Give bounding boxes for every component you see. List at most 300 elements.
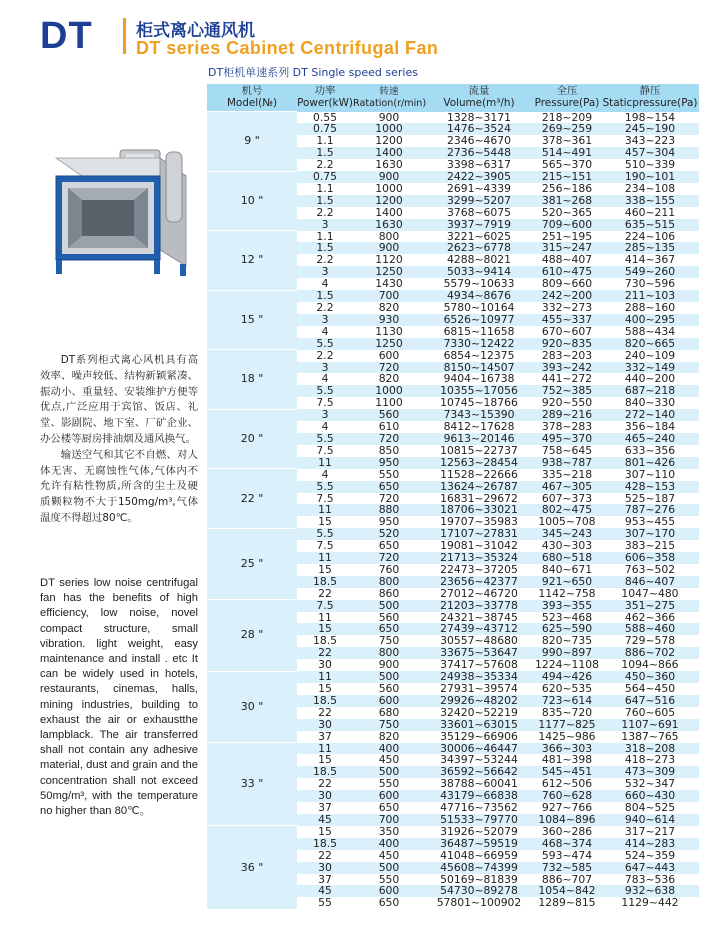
- rotation-cell: 650: [353, 623, 425, 635]
- pressure-cell: 520~365: [533, 207, 601, 219]
- pressure-cell: 381~268: [533, 195, 601, 207]
- volume-cell: 32420~52219: [425, 707, 533, 719]
- pressure-cell: 1005~708: [533, 516, 601, 528]
- rotation-cell: 500: [353, 600, 425, 612]
- power-cell: 18.5: [297, 635, 353, 647]
- static-pressure-cell: 886~702: [601, 647, 699, 659]
- pressure-cell: 709~600: [533, 219, 601, 231]
- power-cell: 18.5: [297, 766, 353, 778]
- rotation-cell: 520: [353, 528, 425, 540]
- rotation-cell: 550: [353, 778, 425, 790]
- rotation-cell: 1400: [353, 147, 425, 159]
- pressure-cell: 938~787: [533, 457, 601, 469]
- rotation-cell: 600: [353, 885, 425, 897]
- volume-cell: 5033~9414: [425, 266, 533, 278]
- volume-cell: 30006~46447: [425, 743, 533, 755]
- rotation-cell: 600: [353, 695, 425, 707]
- volume-cell: 45608~74399: [425, 862, 533, 874]
- power-cell: 37: [297, 802, 353, 814]
- rotation-cell: 1200: [353, 135, 425, 147]
- volume-cell: 1476~3524: [425, 123, 533, 135]
- power-cell: 4: [297, 373, 353, 385]
- volume-cell: 16831~29672: [425, 493, 533, 505]
- pressure-cell: 366~303: [533, 743, 601, 755]
- power-cell: 22: [297, 707, 353, 719]
- pressure-cell: 545~451: [533, 766, 601, 778]
- static-pressure-cell: 783~536: [601, 874, 699, 886]
- pressure-cell: 393~242: [533, 362, 601, 374]
- volume-cell: 3937~7919: [425, 219, 533, 231]
- power-cell: 18.5: [297, 695, 353, 707]
- static-pressure-cell: 224~106: [601, 231, 699, 243]
- rotation-cell: 750: [353, 719, 425, 731]
- volume-cell: 37417~57608: [425, 659, 533, 671]
- static-pressure-cell: 532~347: [601, 778, 699, 790]
- rotation-cell: 650: [353, 897, 425, 909]
- model-cell: 36 ": [207, 826, 297, 909]
- pressure-cell: 565~370: [533, 159, 601, 171]
- static-pressure-cell: 635~515: [601, 219, 699, 231]
- rotation-cell: 450: [353, 754, 425, 766]
- power-cell: 30: [297, 659, 353, 671]
- static-pressure-cell: 763~502: [601, 564, 699, 576]
- model-cell: 15 ": [207, 290, 297, 350]
- rotation-cell: 400: [353, 743, 425, 755]
- static-pressure-cell: 564~450: [601, 683, 699, 695]
- rotation-cell: 720: [353, 552, 425, 564]
- pressure-cell: 242~200: [533, 290, 601, 302]
- model-cell: 22 ": [207, 469, 297, 529]
- model-cell: 12 ": [207, 231, 297, 291]
- rotation-cell: 850: [353, 445, 425, 457]
- rotation-cell: 650: [353, 481, 425, 493]
- power-cell: 11: [297, 457, 353, 469]
- static-pressure-cell: 549~260: [601, 266, 699, 278]
- power-cell: 37: [297, 731, 353, 743]
- rotation-cell: 900: [353, 171, 425, 183]
- rotation-cell: 550: [353, 874, 425, 886]
- static-pressure-cell: 1129~442: [601, 897, 699, 909]
- rotation-cell: 820: [353, 731, 425, 743]
- rotation-cell: 1000: [353, 385, 425, 397]
- volume-cell: 23656~42377: [425, 576, 533, 588]
- rotation-cell: 1100: [353, 397, 425, 409]
- rotation-cell: 900: [353, 659, 425, 671]
- volume-cell: 3221~6025: [425, 231, 533, 243]
- rotation-cell: 1200: [353, 195, 425, 207]
- rotation-cell: 750: [353, 635, 425, 647]
- static-pressure-cell: 1047~480: [601, 588, 699, 600]
- pressure-cell: 289~216: [533, 409, 601, 421]
- power-cell: 5.5: [297, 528, 353, 540]
- power-cell: 22: [297, 778, 353, 790]
- static-pressure-cell: 211~103: [601, 290, 699, 302]
- pressure-cell: 251~195: [533, 231, 601, 243]
- volume-cell: 4934~8676: [425, 290, 533, 302]
- power-cell: 30: [297, 719, 353, 731]
- volume-cell: 36487~59519: [425, 838, 533, 850]
- table-row: [207, 600, 699, 612]
- volume-cell: 50169~81839: [425, 874, 533, 886]
- power-cell: 45: [297, 814, 353, 826]
- volume-cell: 2346~4670: [425, 135, 533, 147]
- static-pressure-cell: 525~187: [601, 493, 699, 505]
- pressure-cell: 620~535: [533, 683, 601, 695]
- spec-table: [207, 84, 699, 909]
- static-pressure-cell: 473~309: [601, 766, 699, 778]
- static-pressure-cell: 633~356: [601, 445, 699, 457]
- volume-cell: 2736~5448: [425, 147, 533, 159]
- rotation-cell: 900: [353, 242, 425, 254]
- rotation-cell: 1000: [353, 183, 425, 195]
- static-pressure-cell: 953~455: [601, 516, 699, 528]
- pressure-cell: 607~373: [533, 493, 601, 505]
- power-cell: 7.5: [297, 600, 353, 612]
- pressure-cell: 927~766: [533, 802, 601, 814]
- volume-cell: 12563~28454: [425, 457, 533, 469]
- pressure-cell: 760~628: [533, 790, 601, 802]
- static-pressure-cell: 332~149: [601, 362, 699, 374]
- power-cell: 2.2: [297, 159, 353, 171]
- power-cell: 0.55: [297, 112, 353, 124]
- volume-cell: 19707~35983: [425, 516, 533, 528]
- pressure-cell: 840~671: [533, 564, 601, 576]
- rotation-cell: 560: [353, 683, 425, 695]
- power-cell: 11: [297, 671, 353, 683]
- pressure-cell: 441~272: [533, 373, 601, 385]
- power-cell: 37: [297, 874, 353, 886]
- pressure-cell: 809~660: [533, 278, 601, 290]
- pressure-cell: 835~720: [533, 707, 601, 719]
- power-cell: 7.5: [297, 397, 353, 409]
- pressure-cell: 393~355: [533, 600, 601, 612]
- rotation-cell: 610: [353, 421, 425, 433]
- static-pressure-cell: 660~430: [601, 790, 699, 802]
- static-pressure-cell: 356~184: [601, 421, 699, 433]
- static-pressure-cell: 351~275: [601, 600, 699, 612]
- volume-cell: 2691~4339: [425, 183, 533, 195]
- rotation-cell: 800: [353, 647, 425, 659]
- pressure-cell: 723~614: [533, 695, 601, 707]
- power-cell: 7.5: [297, 540, 353, 552]
- volume-cell: 51533~79770: [425, 814, 533, 826]
- static-pressure-cell: 820~665: [601, 338, 699, 350]
- pressure-cell: 886~707: [533, 874, 601, 886]
- pressure-cell: 514~491: [533, 147, 601, 159]
- static-pressure-cell: 760~605: [601, 707, 699, 719]
- rotation-cell: 1000: [353, 123, 425, 135]
- volume-cell: 2422~3905: [425, 171, 533, 183]
- pressure-cell: 1425~986: [533, 731, 601, 743]
- rotation-cell: 700: [353, 814, 425, 826]
- power-cell: 4: [297, 278, 353, 290]
- static-pressure-cell: 288~160: [601, 302, 699, 314]
- volume-cell: 7343~15390: [425, 409, 533, 421]
- pressure-cell: 921~650: [533, 576, 601, 588]
- volume-cell: 21203~33778: [425, 600, 533, 612]
- power-cell: 1.1: [297, 183, 353, 195]
- static-pressure-cell: 730~596: [601, 278, 699, 290]
- volume-cell: 7330~12422: [425, 338, 533, 350]
- volume-cell: 21713~35324: [425, 552, 533, 564]
- pressure-cell: 680~518: [533, 552, 601, 564]
- pressure-cell: 488~407: [533, 254, 601, 266]
- rotation-cell: 400: [353, 838, 425, 850]
- power-cell: 5.5: [297, 338, 353, 350]
- static-pressure-cell: 190~101: [601, 171, 699, 183]
- power-cell: 22: [297, 588, 353, 600]
- model-cell: 18 ": [207, 350, 297, 410]
- volume-cell: 3768~6075: [425, 207, 533, 219]
- volume-cell: 4288~8021: [425, 254, 533, 266]
- static-pressure-cell: 400~295: [601, 314, 699, 326]
- volume-cell: 33675~53647: [425, 647, 533, 659]
- power-cell: 11: [297, 504, 353, 516]
- pressure-cell: 1177~825: [533, 719, 601, 731]
- power-cell: 2.2: [297, 207, 353, 219]
- volume-cell: 5780~10164: [425, 302, 533, 314]
- static-pressure-cell: 245~190: [601, 123, 699, 135]
- static-pressure-cell: 606~358: [601, 552, 699, 564]
- description-cn-p1: DT系列柜式离心风机具有高效率、噪声较低、结构新颖紧凑、振动小、重量轻、安装维护方便等优点,广泛应用于宾馆、饭店、礼堂、影剧院、地下室、厂矿企业、办公楼等厨房排油烟及通风换气。: [40, 354, 198, 445]
- model-cell: 10 ": [207, 171, 297, 231]
- static-pressure-cell: 338~155: [601, 195, 699, 207]
- volume-cell: 9404~16738: [425, 373, 533, 385]
- rotation-cell: 950: [353, 516, 425, 528]
- pressure-cell: 283~203: [533, 350, 601, 362]
- rotation-cell: 1630: [353, 159, 425, 171]
- rotation-cell: 560: [353, 409, 425, 421]
- volume-cell: 11528~22666: [425, 469, 533, 481]
- static-pressure-cell: 318~208: [601, 743, 699, 755]
- pressure-cell: 758~645: [533, 445, 601, 457]
- col-model: 机号 Model(№): [207, 84, 297, 112]
- static-pressure-cell: 414~367: [601, 254, 699, 266]
- static-pressure-cell: 1387~765: [601, 731, 699, 743]
- static-pressure-cell: 383~215: [601, 540, 699, 552]
- pressure-cell: 332~273: [533, 302, 601, 314]
- rotation-cell: 550: [353, 469, 425, 481]
- pressure-cell: 523~468: [533, 612, 601, 624]
- static-pressure-cell: 317~217: [601, 826, 699, 838]
- rotation-cell: 600: [353, 350, 425, 362]
- power-cell: 22: [297, 647, 353, 659]
- col-power: 功率 Power(kW): [297, 84, 353, 112]
- pressure-cell: 802~475: [533, 504, 601, 516]
- rotation-cell: 820: [353, 302, 425, 314]
- rotation-cell: 1430: [353, 278, 425, 290]
- power-cell: 0.75: [297, 123, 353, 135]
- logo-dt: DT: [40, 15, 93, 57]
- pressure-cell: 1054~842: [533, 885, 601, 897]
- volume-cell: 10745~18766: [425, 397, 533, 409]
- power-cell: 3: [297, 409, 353, 421]
- spec-table-body: [207, 112, 699, 910]
- rotation-cell: 500: [353, 766, 425, 778]
- volume-cell: 8150~14507: [425, 362, 533, 374]
- static-pressure-cell: 462~366: [601, 612, 699, 624]
- volume-cell: 35129~66906: [425, 731, 533, 743]
- static-pressure-cell: 801~426: [601, 457, 699, 469]
- power-cell: 15: [297, 516, 353, 528]
- power-cell: 4: [297, 421, 353, 433]
- model-cell: 25 ": [207, 528, 297, 599]
- power-cell: 11: [297, 743, 353, 755]
- description-cn-p2: 输送空气和其它不自燃、对人体无害、无腐蚀性气体,气体内不允许有粘性物质,所含的尘土及硬质颗粒物不大于150mg/m³,气体温度不得超过80℃。: [40, 448, 198, 524]
- power-cell: 1.1: [297, 135, 353, 147]
- static-pressure-cell: 428~153: [601, 481, 699, 493]
- pressure-cell: 990~897: [533, 647, 601, 659]
- rotation-cell: 500: [353, 862, 425, 874]
- power-cell: 3: [297, 314, 353, 326]
- power-cell: 1.5: [297, 290, 353, 302]
- table-row: [207, 469, 699, 481]
- static-pressure-cell: 932~638: [601, 885, 699, 897]
- rotation-cell: 760: [353, 564, 425, 576]
- rotation-cell: 450: [353, 850, 425, 862]
- static-pressure-cell: 940~614: [601, 814, 699, 826]
- pressure-cell: 468~374: [533, 838, 601, 850]
- power-cell: 0.75: [297, 171, 353, 183]
- rotation-cell: 800: [353, 576, 425, 588]
- power-cell: 55: [297, 897, 353, 909]
- rotation-cell: 1120: [353, 254, 425, 266]
- col-volume: 流量 Volume(m³/h): [425, 84, 533, 112]
- pressure-cell: 610~475: [533, 266, 601, 278]
- static-pressure-cell: 440~200: [601, 373, 699, 385]
- rotation-cell: 680: [353, 707, 425, 719]
- static-pressure-cell: 687~218: [601, 385, 699, 397]
- volume-cell: 36592~56642: [425, 766, 533, 778]
- pressure-cell: 732~585: [533, 862, 601, 874]
- description-en-p: DT series low noise centrifugal fan has the benefits of high efficiency, low noise, novel compact structure, small vibration. light weight, easy maintenance and install . etc It can be widely used in hotels, restaurants, cinemas, halls, mining industries, building to exhaust the air or exhaustthe lampblack. The air transferred shall not contain any adhesive material, dust and grain and the concentration shall not exceed 50mg/m³, with the temperature no higher than 80℃。: [40, 577, 198, 818]
- power-cell: 5.5: [297, 433, 353, 445]
- power-cell: 7.5: [297, 493, 353, 505]
- rotation-cell: 880: [353, 504, 425, 516]
- static-pressure-cell: 272~140: [601, 409, 699, 421]
- pressure-cell: 360~286: [533, 826, 601, 838]
- pressure-cell: 345~243: [533, 528, 601, 540]
- power-cell: 45: [297, 885, 353, 897]
- rotation-cell: 600: [353, 790, 425, 802]
- col-pressure: 全压 Pressure(Pa): [533, 84, 601, 112]
- pressure-cell: 612~506: [533, 778, 601, 790]
- rotation-cell: 950: [353, 457, 425, 469]
- power-cell: 2.2: [297, 302, 353, 314]
- power-cell: 4: [297, 469, 353, 481]
- power-cell: 30: [297, 862, 353, 874]
- static-pressure-cell: 588~460: [601, 623, 699, 635]
- static-pressure-cell: 450~360: [601, 671, 699, 683]
- rotation-cell: 800: [353, 231, 425, 243]
- power-cell: 3: [297, 219, 353, 231]
- pressure-cell: 430~303: [533, 540, 601, 552]
- volume-cell: 24321~38745: [425, 612, 533, 624]
- rotation-cell: 860: [353, 588, 425, 600]
- title-en: DT series Cabinet Centrifugal Fan: [136, 38, 439, 58]
- power-cell: 18.5: [297, 838, 353, 850]
- volume-cell: 6854~12375: [425, 350, 533, 362]
- pressure-cell: 752~385: [533, 385, 601, 397]
- static-pressure-cell: 343~223: [601, 135, 699, 147]
- static-pressure-cell: 647~516: [601, 695, 699, 707]
- power-cell: 4: [297, 326, 353, 338]
- volume-cell: 27931~39574: [425, 683, 533, 695]
- power-cell: 1.5: [297, 147, 353, 159]
- static-pressure-cell: 729~578: [601, 635, 699, 647]
- power-cell: 5.5: [297, 481, 353, 493]
- rotation-cell: 1250: [353, 266, 425, 278]
- rotation-cell: 650: [353, 540, 425, 552]
- series-subtitle: DT柜机单速系列 DT Single speed series: [208, 66, 418, 79]
- model-cell: 33 ": [207, 743, 297, 826]
- volume-cell: 57801~100902: [425, 897, 533, 909]
- volume-cell: 9613~20146: [425, 433, 533, 445]
- power-cell: 7.5: [297, 445, 353, 457]
- pressure-cell: 455~337: [533, 314, 601, 326]
- rotation-cell: 720: [353, 362, 425, 374]
- power-cell: 15: [297, 826, 353, 838]
- static-pressure-cell: 647~443: [601, 862, 699, 874]
- volume-cell: 27439~43712: [425, 623, 533, 635]
- power-cell: 2.2: [297, 350, 353, 362]
- volume-cell: 1328~3171: [425, 112, 533, 124]
- model-cell: 20 ": [207, 409, 297, 469]
- static-pressure-cell: 418~273: [601, 754, 699, 766]
- static-pressure-cell: 1107~691: [601, 719, 699, 731]
- power-cell: 1.5: [297, 242, 353, 254]
- pressure-cell: 269~259: [533, 123, 601, 135]
- power-cell: 15: [297, 623, 353, 635]
- pressure-cell: 481~398: [533, 754, 601, 766]
- power-cell: 30: [297, 790, 353, 802]
- static-pressure-cell: 198~154: [601, 112, 699, 124]
- volume-cell: 18706~33021: [425, 504, 533, 516]
- static-pressure-cell: 457~304: [601, 147, 699, 159]
- rotation-cell: 930: [353, 314, 425, 326]
- rotation-cell: 1250: [353, 338, 425, 350]
- title-cn: 柜式离心通风机: [136, 21, 255, 41]
- pressure-cell: 670~607: [533, 326, 601, 338]
- pressure-cell: 256~186: [533, 183, 601, 195]
- volume-cell: 19081~31042: [425, 540, 533, 552]
- pressure-cell: 920~550: [533, 397, 601, 409]
- spec-table-header: [207, 84, 699, 112]
- rotation-cell: 820: [353, 373, 425, 385]
- volume-cell: 54730~89278: [425, 885, 533, 897]
- description-cn: [40, 353, 198, 527]
- description-en: [40, 576, 198, 819]
- volume-cell: 10815~22737: [425, 445, 533, 457]
- static-pressure-cell: 1094~866: [601, 659, 699, 671]
- power-cell: 15: [297, 754, 353, 766]
- static-pressure-cell: 240~109: [601, 350, 699, 362]
- static-pressure-cell: 524~359: [601, 850, 699, 862]
- static-pressure-cell: 588~434: [601, 326, 699, 338]
- static-pressure-cell: 307~110: [601, 469, 699, 481]
- static-pressure-cell: 846~407: [601, 576, 699, 588]
- volume-cell: 24938~35334: [425, 671, 533, 683]
- power-cell: 1.1: [297, 231, 353, 243]
- model-cell: 30 ": [207, 671, 297, 742]
- pressure-cell: 315~247: [533, 242, 601, 254]
- power-cell: 1.5: [297, 195, 353, 207]
- volume-cell: 3398~6317: [425, 159, 533, 171]
- volume-cell: 13624~26787: [425, 481, 533, 493]
- pressure-cell: 494~426: [533, 671, 601, 683]
- pressure-cell: 1142~758: [533, 588, 601, 600]
- volume-cell: 3299~5207: [425, 195, 533, 207]
